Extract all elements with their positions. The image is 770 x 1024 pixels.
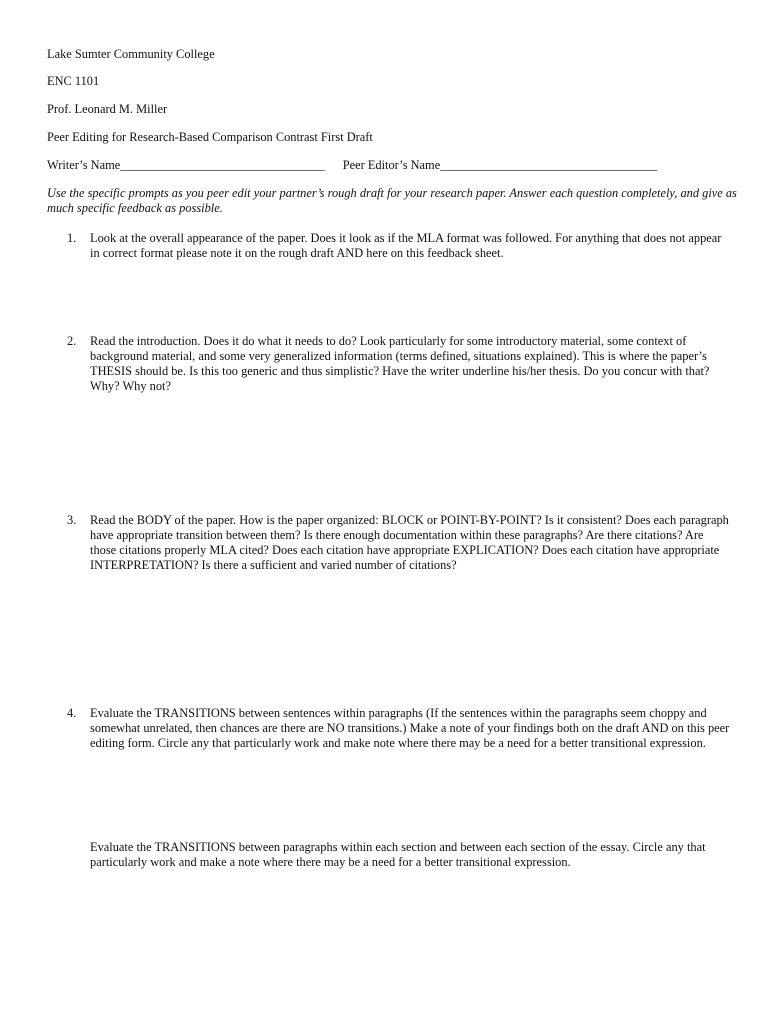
prompt-number: 4. [67,706,77,720]
college-name: Lake Sumter Community College [47,47,215,61]
writer-name-blank[interactable]: _________________________________ [120,158,325,172]
peer-editor-name-label: Peer Editor’s Name [342,158,441,172]
writer-name-label: Writer’s Name [47,158,121,172]
prompt-text: Read the BODY of the paper. How is the paper organized: BLOCK or POINT-BY-POINT? Is it consistent? Does each paragraph have appropriate transition between them? Is there enough documentation within these paragraphs? Are there citations? Are those citations properly MLA cited? Does each citation have appropriate EXPLICATION? Does each citation have appropriate INTERPRETATION? Is there a sufficient and varied number of citations? [90,513,729,572]
final-prompt: Evaluate the TRANSITIONS between paragraphs within each section and between each section of the essay. Circle any that particularly work and make a note where there may be a need for a better transitional expression. [90,840,706,869]
prompt-item-2 [47,334,737,394]
prompt-text: Evaluate the TRANSITIONS between sentences within paragraphs (If the sentences within the paragraphs seem choppy and somewhat unrelated, then chances are there are NO transitions.) Make a note of your findings both on the draft AND on this peer editing form. Circle any that particularly work and make note where there may be a need for a better transitional expression. [90,706,730,750]
prompt-item-3 [47,513,737,573]
instructions: Use the specific prompts as you peer edit your partner’s rough draft for your research paper. Answer each question completely, and give as much specific feedback as possible. [47,186,737,215]
prompt-number: 2. [67,334,77,348]
document-title: Peer Editing for Research-Based Comparison Contrast First Draft [47,130,373,144]
prompt-text: Look at the overall appearance of the paper. Does it look as if the MLA format was followed. For anything that does not appear in correct format please note it on the rough draft AND here on this feedback sheet. [90,231,722,260]
prompt-item-4 [47,706,737,751]
name-fields-row [47,158,657,173]
prompt-text: Read the introduction. Does it do what it needs to do? Look particularly for some introductory material, some context of background material, and some very generalized information (terms defined, situations explained). This is where the paper’s THESIS should be. Is this too generic and thus simplistic? Have the writer underline his/her thesis. Do you concur with that? Why? Why not? [90,334,710,393]
prompt-number: 3. [67,513,77,527]
prompt-item-1 [47,231,737,261]
peer-editor-name-blank[interactable]: ___________________________________ [440,158,658,172]
course-code: ENC 1101 [47,74,100,88]
prompt-number: 1. [67,231,77,245]
professor-name: Prof. Leonard M. Miller [47,102,168,116]
